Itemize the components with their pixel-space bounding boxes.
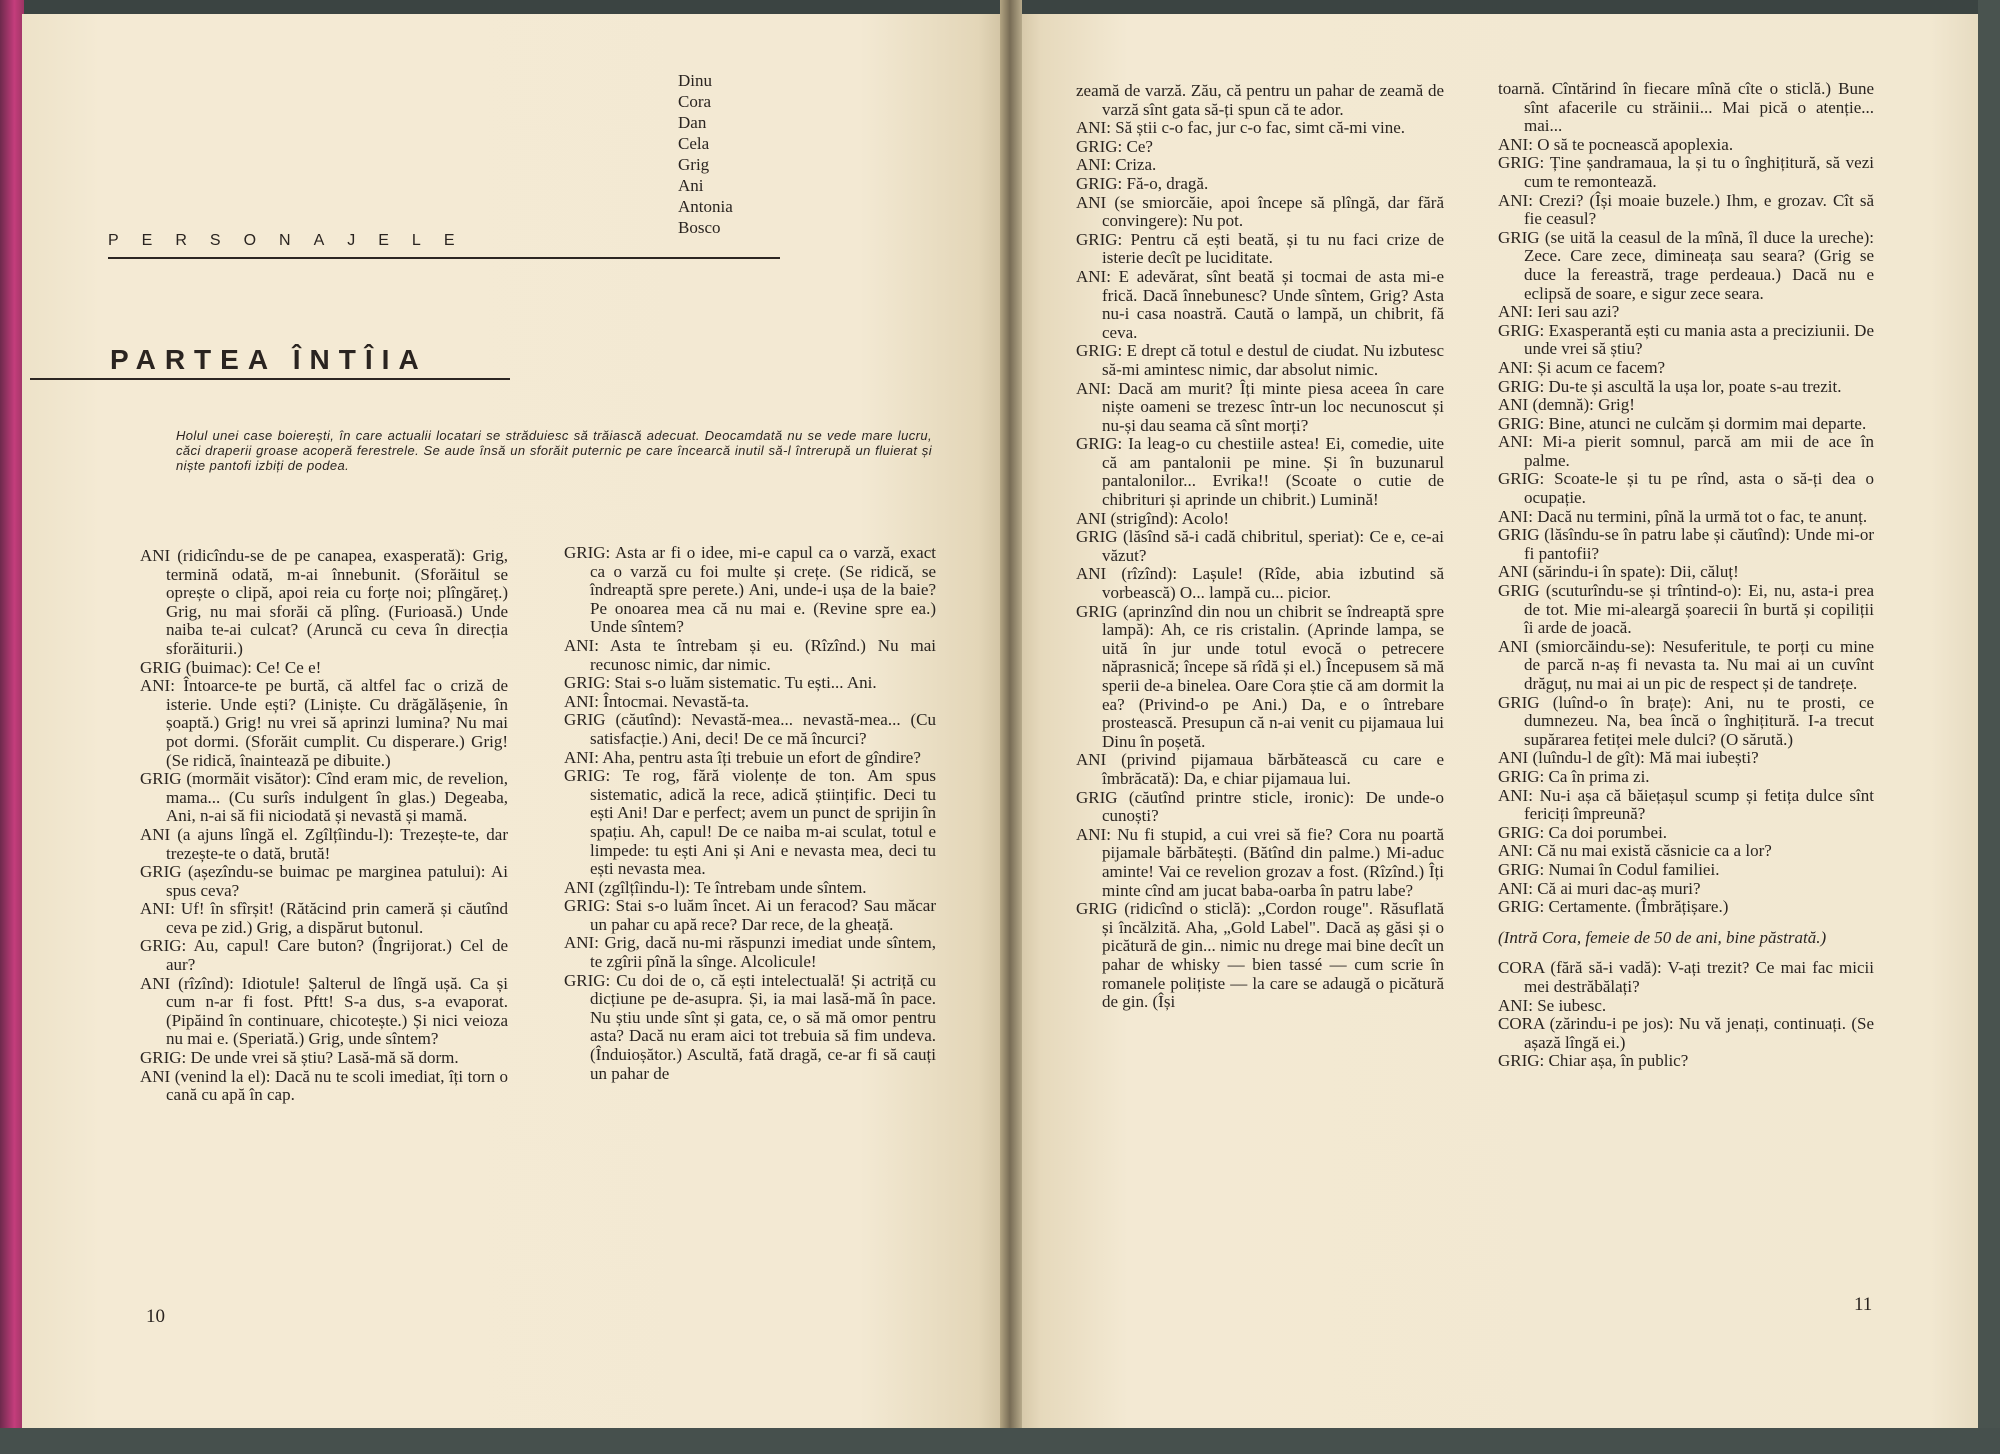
dialogue-line: GRIG (aprinzînd din nou un chibrit se îndreaptă spre lampă): Ah, ce ris cristalin. (Aprinde lampa, se uită în jur unde totul evocă o petrecere năprasnică; începe să rîdă și el.) Începusem să mă sperii de-a binelea. Oare Cora știe că am dormit la ea? (Privind-o pe Ani.) Da, e o întrebare prostească. Presupun că n-ai venit cu pijamaua lui Dinu în poșetă.: [1076, 601, 1444, 751]
cast-name: Antonia: [678, 197, 733, 216]
dialogue-line: ANI (a ajuns lîngă el. Zgîlțîindu-l): Trezește-te, dar trezește-te o dată, brută!: [140, 824, 508, 863]
cast-name: Cela: [678, 134, 710, 153]
dialogue-line: GRIG: Stai s-o luăm încet. Ai un feracod? Sau măcar un pahar cu apă rece? Dar rece, de la gheață.: [564, 896, 936, 934]
cast-name: Cora: [678, 92, 712, 111]
dialogue-line: ANI: Grig, dacă nu-mi răspunzi imediat unde sîntem, te zgîrii pînă la sînge. Alcolicule!: [564, 933, 936, 972]
page-number-right: 11: [1854, 1294, 1873, 1315]
dialogue-line: GRIG: Ce?: [1076, 136, 1153, 156]
dialogue-line: ANI (sărindu-i în spate): Dii, căluț!: [1498, 562, 1739, 582]
book-cover-edge: [0, 0, 24, 1454]
cast-name: Dan: [678, 113, 707, 132]
stage-direction: (Intră Cora, femeie de 50 de ani, bine păstrată.): [1498, 927, 1827, 947]
dialogue-line: GRIG: Cu doi de o, că ești intelectuală! Și actriță cu dicțiune pe de-asupra. Și, ia mai lasă-mă în pace. Nu știu unde sînt și gata, ce, o să mă omor pentru asta? Dacă nu eram aici tot trebuia să fim undeva. (Înduioșător.) Ascultă, fată dragă, ce-ar fi să cauți un pahar de: [564, 970, 936, 1083]
dialogue-line: ANI: Crezi? (Își moaie buzele.) Ihm, e grozav. Cît să fie ceasul?: [1498, 190, 1874, 229]
text-column-2: [564, 544, 936, 1083]
dialogue-line: ANI: Întoarce-te pe burtă, că altfel fac o criză de isterie. Unde ești? (Liniște. Cu drăgălășenie, în șoaptă.) Grig! nu vrei să aprinzi lumina? Nu mai pot dormi. (Sforăit cumplit. Cu disperare.) Grig! (Se ridică, înaintează pe dibuite.): [140, 676, 508, 770]
dialogue-line: GRIG: Asta ar fi o idee, mi-e capul ca o varză, exact ca o varză cu foi multe și crețe. (Se ridică, se îndreaptă spre perete.) Ani, unde-i ușa de la baie? Pe onoarea mea că nu mai e. (Revine spre ea.) Unde sîntem?: [564, 543, 936, 637]
dialogue-line: ANI: Că ai muri dac-aș muri?: [1498, 878, 1701, 898]
dialogue-line: GRIG: Pentru că ești beată, și tu nu faci crize de isterie decît pe luciditate.: [1076, 229, 1444, 268]
dialogue-line: GRIG (buimac): Ce! Ce e!: [140, 657, 322, 677]
dialogue-line: GRIG (căutînd printre sticle, ironic): De unde-o cunoști?: [1076, 787, 1444, 826]
dialogue-line: ANI: Nu fi stupid, a cui vrei să fie? Cora nu poartă pijamale bărbătești. (Bătînd din palme.) Mi-aduc aminte! Vai ce revelion grozav a fost. (Rîzînd.) Îți minte cînd am jucat baba-oarba în patru labe?: [1076, 824, 1444, 900]
dialogue-line: GRIG: Ia leag-o cu chestiile astea! Ei, comedie, uite că am pantalonii pe mine. Și în buzunarul pantalonilor... Evrika!! (Scoate o cutie de chibrituri și aprinde un chibrit.) Lumină!: [1076, 434, 1444, 510]
back-cover-edge: [1978, 0, 2000, 1454]
dialogue-line: GRIG (lăsîndu-se în patru labe și căutînd): Unde mi-or fi pantofii?: [1498, 525, 1874, 563]
dialogue-line: GRIG (se uită la ceasul de la mînă, îl duce la ureche): Zece. Care zece, dimineața sau seara? (Grig se duce la fereastră, trage perdeaua.) Dacă nu e eclipsă de soare, e sigur zece seara.: [1498, 227, 1874, 303]
page-number-left: 10: [146, 1306, 165, 1327]
dialogue-line: GRIG: Scoate-le și tu pe rînd, asta o să-ți dea o ocupație.: [1498, 469, 1874, 508]
dialogue-line: GRIG: Ține șandramaua, la și tu o înghițitură, să vezi cum te remontează.: [1498, 153, 1874, 191]
cast-name: Ani: [678, 176, 704, 195]
dialogue-line: GRIG: Au, capul! Care buton? (Îngrijorat.) Cel de aur?: [140, 936, 508, 975]
dialogue-line: GRIG: Te rog, fără violențe de ton. Am spus sistematic, adică la rece, adică științific. Deci tu ești Ani! Dar e perfect; avem un punct de sprijin în spațiu. Ah, capul! De ce naiba m-ai sculat, totul e limpede: tu ești Ani și Ani e nevasta mea, deci tu ești nevasta mea.: [564, 766, 936, 879]
dialogue-line: GRIG: Fă-o, dragă.: [1076, 173, 1209, 193]
cast-name: Grig: [678, 155, 710, 174]
dialogue-line: GRIG: E drept că totul e destul de ciudat. Nu izbutesc să-mi amintesc nimic, dar absolut nimic.: [1076, 341, 1444, 379]
text-column-1: [140, 547, 508, 1105]
dialogue-line: ANI (luîndu-l de gît): Mă mai iubești?: [1498, 748, 1759, 768]
dialogue-line: ANI: Mi-a pierit somnul, parcă am mii de ace în palme.: [1498, 432, 1874, 470]
dialogue-line: GRIG: Du-te și ascultă la ușa lor, poate s-au trezit.: [1498, 376, 1842, 396]
dialogue-line: ANI: O să te pocnească apoplexia.: [1498, 134, 1734, 154]
book-gutter: [1000, 0, 1022, 1454]
dialogue-line: ANI: Asta te întrebam și eu. (Rîzînd.) Nu mai recunosc nimic, dar nimic.: [564, 635, 936, 674]
dialogue-line: ANI: E adevărat, sînt beată și tocmai de asta mi-e frică. Dacă înnebunesc? Unde sîntem, Grig? Asta nu-i casa noastră. Caută o lampă, un chibrit, fă ceva.: [1076, 266, 1444, 342]
dialogue-line: ANI (zgîlțîindu-l): Te întrebam unde sîntem.: [564, 877, 867, 897]
dialogue-line: ANI: Că nu mai există căsnicie ca a lor?: [1498, 841, 1772, 861]
dialogue-line: GRIG: Ca în prima zi.: [1498, 766, 1650, 786]
dialogue-line: ANI (rîzînd): Idiotule! Șalterul de lîngă ușă. Ca și cum n-ar fi fost. Pftt! S-a dus, s-a evaporat. (Pipăind în continuare, chicotește.) Și nici veioza nu mai e. (Speriată.) Grig, unde sîntem?: [140, 973, 508, 1049]
text-column-3: [1076, 82, 1444, 1012]
dialogue-line: GRIG (mormăit visător): Cînd eram mic, de revelion, mama... (Cu surîs indulgent în glas.) Degeaba, Ani, n-ai să fii niciodată și nevastă și mamă.: [140, 769, 508, 826]
dialogue-line: GRIG (așezîndu-se buimac pe marginea patului): Ai spus ceva?: [140, 862, 508, 900]
dialogue-line: ANI (demnă): Grig!: [1498, 395, 1635, 415]
dialogue-line: ANI: Dacă am murit? Îți minte piesa aceea în care niște oameni se trezesc într-un loc necunoscut și nu-și dau seama că sînt morți?: [1076, 378, 1444, 435]
cast-name: Bosco: [678, 218, 721, 237]
dialogue-line: ANI: Aha, pentru asta îți trebuie un efort de gîndire?: [564, 747, 921, 767]
dialogue-line: GRIG: Numai în Codul familiei.: [1498, 859, 1720, 879]
dialogue-line: ANI: Ieri sau azi?: [1498, 302, 1620, 322]
dialogue-line: CORA (zărindu-i pe jos): Nu vă jenați, continuați. (Se așază lîngă ei.): [1498, 1014, 1874, 1052]
dialogue-line: GRIG (lăsînd să-i cadă chibritul, speriat): Ce e, ce-ai văzut?: [1076, 527, 1444, 565]
dialogue-line: ANI: Să știi c-o fac, jur c-o fac, simt că-mi vine.: [1076, 118, 1406, 138]
dialogue-line: GRIG (căutînd): Nevastă-mea... nevastă-mea... (Cu satisfacție.) Ani, deci! De ce mă încurci?: [564, 710, 936, 748]
part-title: PARTEA ÎNTÎIA: [110, 344, 428, 375]
dialogue-line: ANI (strigînd): Acolo!: [1076, 508, 1229, 528]
dialogue-line: GRIG (luînd-o în brațe): Ani, nu te prosti, ce dumnezeu. Na, bea încă o înghițitură. I-a trecut supărarea fetiței mele dulci? (O sărută.): [1498, 692, 1874, 749]
dialogue-line: toarnă. Cîntărind în fiecare mînă cîte o sticlă.) Bune sînt afacerile cu străinii... Mai pică o atenție... mai...: [1498, 79, 1874, 136]
dialogue-line: ANI (venind la el): Dacă nu te scoli imediat, îți torn o cană cu apă în cap.: [140, 1066, 508, 1105]
dialogue-line: CORA (fără să-i vadă): V-ați trezit? Ce mai fac micii mei destrăbălați?: [1498, 958, 1874, 996]
dialogue-line: ANI (smiorcăindu-se): Nesuferitule, te porți cu mine de parcă n-aș fi nevasta ta. Nu mai ai un cuvînt drăguț, nu mai ai un pic de respect și de tandrețe.: [1498, 636, 1874, 693]
dialogue-line: ANI (ridicîndu-se de pe canapea, exasperată): Grig, termină odată, m-ai înnebunit. (Sforăitul se oprește o clipă, apoi reia cu forțe noi; plîngăreț.) Grig, nu mai sforăi că plîng. (Furioasă.) Unde naiba te-ai culcat? (Aruncă cu ceva în direcția sforăiturii.): [140, 546, 508, 658]
dialogue-line: ANI: Întocmai. Nevastă-ta.: [564, 691, 750, 711]
dialogue-line: ANI: Dacă nu termini, pînă la urmă tot o fac, te anunț.: [1498, 506, 1868, 526]
opening-stage-direction: Holul unei case boierești, în care actualii locatari se străduiesc să trăiască adecuat. Deocamdată nu se vede mare lucru, căci draperii groase acoperă ferestrele. Se aude însă un sforăit puternic pe care încearcă inutil să-l întrerupă un fluierat și niște pantofi izbiți de podea.: [176, 428, 932, 473]
text-column-4: [1498, 80, 1874, 1071]
cast-heading: PERSONAJELE: [108, 232, 478, 249]
dialogue-line: GRIG: Chiar așa, în public?: [1498, 1051, 1689, 1071]
dialogue-line: ANI: Nu-i așa că băiețașul scump și fetița dulce sînt fericiți împreună?: [1498, 785, 1874, 824]
dialogue-line: ANI: Uf! în sfîrșit! (Rătăcind prin cameră și căutînd ceva pe zid.) Grig, a dispărut butonul.: [140, 899, 508, 937]
dialogue-line: GRIG: Bine, atunci ne culcăm și dormim mai departe.: [1498, 413, 1867, 433]
dialogue-line: ANI: Criza.: [1076, 155, 1157, 175]
cast-divider: [108, 257, 780, 259]
dialogue-line: ANI: Și acum ce facem?: [1498, 357, 1666, 377]
dialogue-line: zeamă de varză. Zău, că pentru un pahar de zeamă de varză sînt gata să-ți spun că te ador.: [1076, 81, 1444, 119]
dialogue-line: GRIG (ridicînd o sticlă): „Cordon rouge". Răsuflată și încălzită. Aha, „Gold Label". Dacă aș găsi și o picătură de gin... nimic nu drege mai bine decît un pahar de whisky — bien tassé — cum scrie în romanele polițiste — la care se adaugă o picătură de gin. (Își: [1076, 899, 1444, 1012]
bottom-cover-edge: [0, 1428, 2000, 1454]
dialogue-line: GRIG: Exasperantă ești cu mania asta a preciziunii. De unde vrei să știu?: [1498, 320, 1874, 359]
dialogue-line: GRIG: Certamente. (Îmbrățișare.): [1498, 897, 1729, 917]
dialogue-line: ANI (se smiorcăie, apoi începe să plîngă, dar fără convingere): Nu pot.: [1076, 192, 1444, 231]
cast-list: [678, 70, 733, 238]
dialogue-line: ANI: Se iubesc.: [1498, 995, 1607, 1015]
dialogue-line: GRIG: De unde vrei să știu? Lasă-mă să dorm.: [140, 1048, 459, 1068]
dialogue-line: GRIG (scuturîndu-se și trîntind-o): Ei, nu, asta-i prea de tot. Mie mi-aleargă șoarecii în burtă și copiliții îi arde de joacă.: [1498, 581, 1874, 638]
part-title-underline: [30, 378, 510, 380]
dialogue-line: GRIG: Ca doi porumbei.: [1498, 822, 1668, 842]
cast-name: Dinu: [678, 71, 712, 90]
dialogue-line: GRIG: Stai s-o luăm sistematic. Tu ești... Ani.: [564, 673, 877, 693]
dialogue-line: ANI (rîzînd): Lașule! (Rîde, abia izbutind să vorbească) O... lampă cu... picior.: [1076, 564, 1444, 603]
dialogue-line: ANI (privind pijamaua bărbătească cu care e îmbrăcată): Da, e chiar pijamaua lui.: [1076, 750, 1444, 788]
